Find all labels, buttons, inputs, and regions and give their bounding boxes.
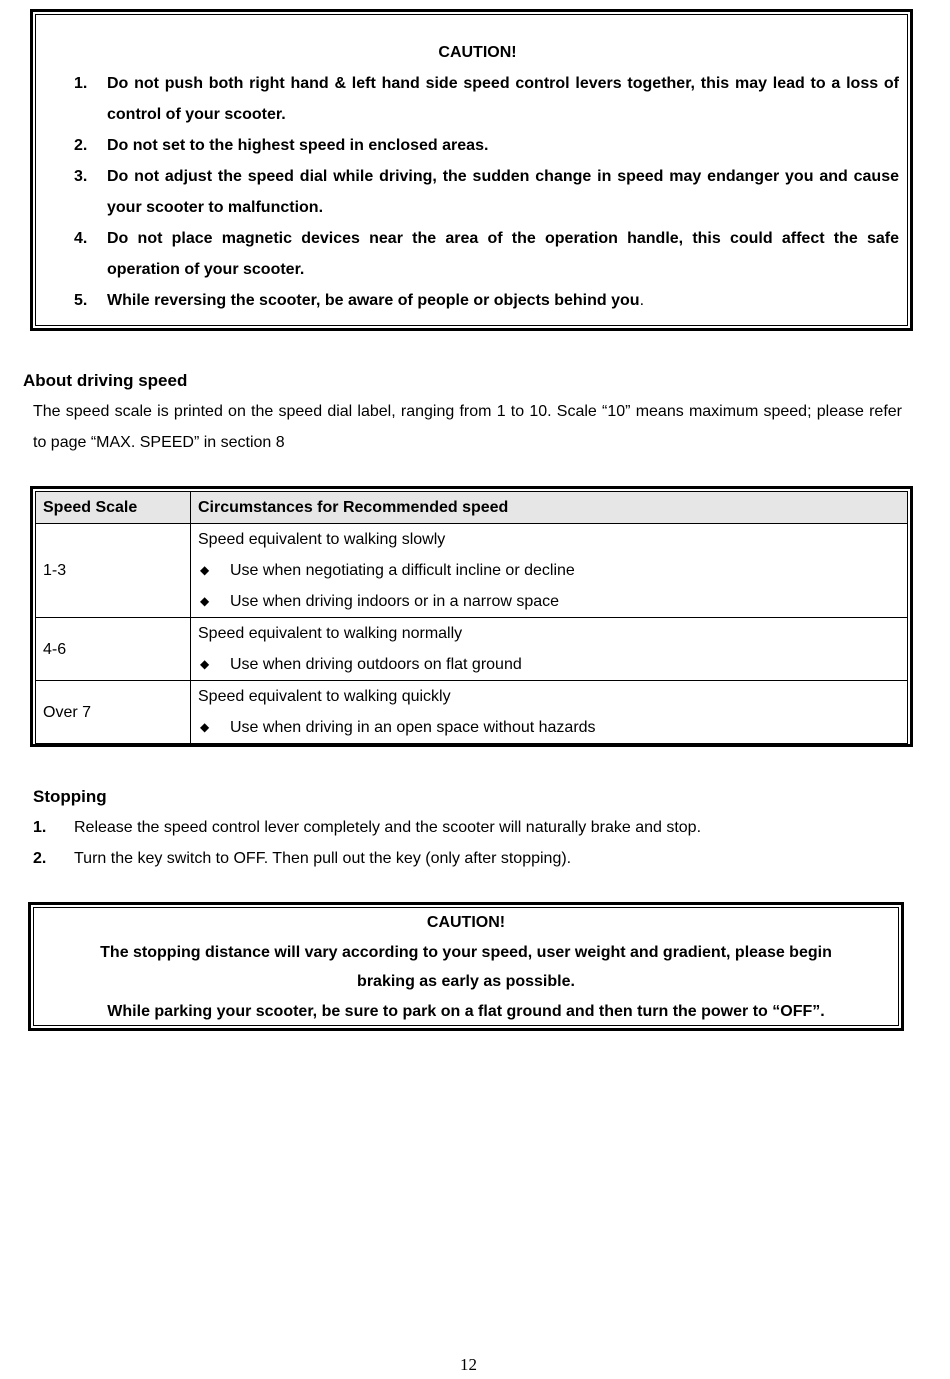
- diamond-bullet-icon: ◆: [200, 657, 210, 671]
- item-text: Do not push both right hand & left hand side speed control levers together, this may lead to a loss of control of your scooter.: [107, 75, 899, 123]
- caution-item: [36, 68, 899, 130]
- speed-scale-cell: Over 7: [36, 681, 191, 744]
- item-text: Do not place magnetic devices near the area of the operation handle, this could affect the safe operation of your scooter.: [107, 230, 899, 278]
- item-number: 4.: [74, 230, 88, 247]
- stopping-item: [33, 843, 913, 874]
- item-text: Release the speed control lever completely and the scooter will naturally brake and stop.: [74, 819, 702, 836]
- diamond-bullet-icon: ◆: [200, 563, 210, 577]
- caution-item: [36, 285, 899, 316]
- caution-item: [36, 130, 899, 161]
- circumstances-cell: [191, 524, 908, 618]
- speed-table-box: [30, 486, 913, 747]
- item-text: Turn the key switch to OFF. Then pull out the key (only after stopping).: [74, 850, 572, 867]
- item-number: 2.: [33, 850, 47, 867]
- circumstance-desc: Speed equivalent to walking quickly: [198, 688, 451, 705]
- stopping-item: [33, 812, 913, 843]
- about-text: The speed scale is printed on the speed dial label, ranging from 1 to 10. Scale “10” means maximum speed; please refer to page “MAX. SPEED” in section 8: [33, 403, 902, 451]
- item-number: 2.: [74, 137, 88, 154]
- punctuation: .: [639, 292, 645, 309]
- item-text: Do not set to the highest speed in enclosed areas.: [107, 137, 489, 154]
- about-heading: About driving speed: [23, 371, 188, 390]
- stopping-heading: Stopping: [33, 787, 107, 806]
- caution-title: CAUTION!: [438, 44, 517, 61]
- item-number: 1.: [33, 819, 47, 836]
- header-circumstances: Circumstances for Recommended speed: [191, 492, 908, 524]
- circumstance-desc: Speed equivalent to walking normally: [198, 625, 463, 642]
- bullet-item: [198, 649, 900, 680]
- bullet-text: Use when driving indoors or in a narrow space: [230, 593, 560, 610]
- caution-box-stopping: [28, 902, 904, 1031]
- diamond-bullet-icon: ◆: [200, 594, 210, 608]
- stopping-list: [33, 812, 913, 874]
- bullet-item: [198, 712, 900, 743]
- circumstances-cell: [191, 618, 908, 681]
- table-row: [36, 524, 908, 618]
- caution-list: [36, 68, 899, 316]
- item-number: 1.: [74, 75, 88, 92]
- bullet-item: [198, 555, 900, 586]
- bullet-text: Use when driving outdoors on flat ground: [230, 656, 522, 673]
- speed-scale-cell: 4-6: [36, 618, 191, 681]
- caution-box-driving: [30, 9, 913, 331]
- item-text: While reversing the scooter, be aware of people or objects behind you: [107, 292, 640, 309]
- circumstance-desc: Speed equivalent to walking slowly: [198, 531, 446, 548]
- circumstances-cell: [191, 681, 908, 744]
- caution-item: [36, 161, 899, 223]
- caution-title: CAUTION!: [426, 914, 506, 931]
- item-number: 5.: [74, 292, 88, 309]
- diamond-bullet-icon: ◆: [200, 720, 210, 734]
- speed-scale-cell: 1-3: [36, 524, 191, 618]
- bullet-text: Use when driving in an open space without hazards: [230, 719, 596, 736]
- table-row: [36, 681, 908, 744]
- bullet-text: Use when negotiating a difficult incline or decline: [230, 562, 575, 579]
- item-text: Do not adjust the speed dial while driving, the sudden change in speed may endanger you and cause your scooter to malfunction.: [107, 168, 899, 216]
- table-row: [36, 618, 908, 681]
- caution-text-2: While parking your scooter, be sure to park on a flat ground and then turn the power to “OFF”.: [107, 1002, 825, 1020]
- item-number: 3.: [74, 168, 88, 185]
- speed-table: [35, 491, 908, 744]
- bullet-item: [198, 586, 900, 617]
- caution-item: [36, 223, 899, 285]
- page-number: 12: [460, 1355, 477, 1374]
- caution-text-1: The stopping distance will vary according to your speed, user weight and gradient, please begin braking as early as possible.: [100, 943, 832, 990]
- header-speed-scale: Speed Scale: [36, 492, 191, 524]
